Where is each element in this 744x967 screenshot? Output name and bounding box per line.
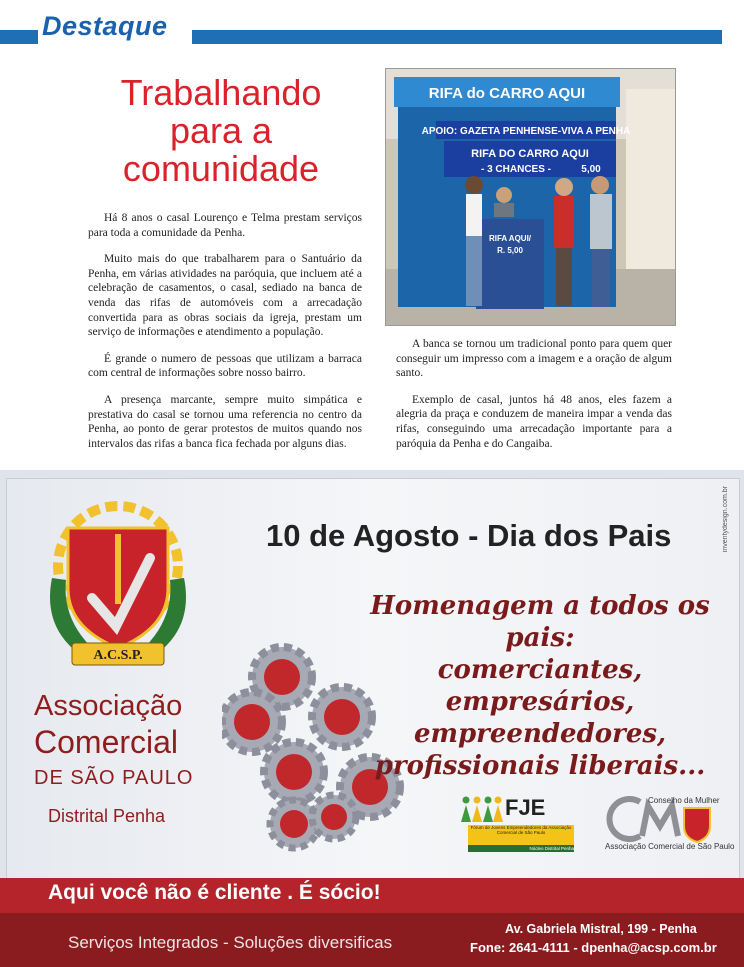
- phone-email-text: Fone: 2641-4111 - dpenha@acsp.com.br: [470, 940, 717, 955]
- paragraph: Exemplo de casal, juntos há 48 anos, eles fazem a alegria da praça e conduzem de maneira impar a venda das rifas, conseguindo uma arrecadação importante para a paróquia da Penha e do Cangaiba.: [396, 393, 672, 450]
- slogan-line: comerciantes, empresários,: [437, 655, 643, 717]
- cm-bottom-text: Associação Comercial de São Paulo: [605, 842, 735, 851]
- paragraph: A banca se tornou um tradicional ponto para quem quer conseguir um impresso com a imagem e a oração de algum santo.: [396, 338, 672, 380]
- services-text: Serviços Integrados - Soluções diversificas: [68, 933, 393, 952]
- article-right-column: [396, 337, 672, 463]
- photo-banner-price: 5,00: [581, 164, 601, 175]
- acsp-seal: [32, 488, 204, 673]
- ad-date-title: 10 de Agosto - Dia dos Pais: [266, 518, 672, 553]
- slogan-line: profissionais liberais...: [374, 751, 706, 781]
- fje-subtitle: Fórum de Jovens Empreendedores da Associação Comercial de São Paulo: [468, 825, 574, 847]
- fje-name: FJE: [505, 795, 546, 820]
- acsp-crest-icon: [32, 488, 204, 673]
- org-line-3: DE SÃO PAULO: [34, 767, 194, 789]
- photo-banner-1: APOIO: GAZETA PENHENSE-VIVA A PENHA: [421, 126, 631, 137]
- design-credit: inventydesign.com.br: [722, 486, 729, 553]
- paragraph: Muito mais do que trabalharem para o Santuário da Penha, em várias atividades na paróquia, que incluem até a celebração de casamentos, o casal, sediado na banca de venda das rifas de automóveis com a arrecadação convertida para as obras sociais da igreja, prestam um serviço de informações e atendimento a população.: [88, 253, 362, 339]
- photo-board-1: RIFA AQUI/: [488, 234, 532, 243]
- raffle-stand-photo: [386, 69, 675, 325]
- article-photo: [385, 68, 676, 326]
- fje-figures-icon: [460, 794, 504, 824]
- paragraph: A presença marcante, sempre muito simpática e prestativa do casal se tornou uma referencia no centro da Penha, ao ponto de gerar protestos de muitos quando nos intervalos das rifas a banca fica fechada por alguns dias.: [88, 393, 362, 450]
- photo-board-2: R. 5,00: [497, 246, 523, 255]
- ad-tagline: Aqui você não é cliente . É sócio!: [48, 881, 381, 904]
- cm-top-text: Conselho da Mulher: [648, 796, 720, 805]
- photo-banner-2: RIFA DO CARRO AQUI: [471, 148, 589, 160]
- fje-people-icon: [460, 794, 504, 824]
- fje-subtitle-2: Núcleo Distrital Penha: [468, 845, 574, 852]
- photo-sign-top: RIFA do CARRO AQUI: [428, 85, 586, 102]
- article-headline: Trabalhando para a comunidade: [120, 72, 322, 189]
- section-title: Destaque: [42, 11, 168, 41]
- org-line-2: Comercial: [34, 724, 179, 760]
- org-line-4: Distrital Penha: [48, 806, 166, 826]
- slogan-line: Homenagem a todos os pais:: [370, 591, 710, 653]
- article-left-column: [88, 211, 362, 463]
- paragraph: Há 8 anos o casal Lourenço e Telma prestam serviços para toda a comunidade da Penha.: [88, 212, 362, 239]
- paragraph: É grande o numero de pessoas que utilizam a barraca com central de informações sobre nosso bairro.: [88, 352, 362, 380]
- org-line-1: Associação: [34, 690, 183, 722]
- slogan-line: empreendedores,: [413, 719, 667, 749]
- address-text: Av. Gabriela Mistral, 199 - Penha: [505, 922, 697, 936]
- seal-text: A.C.S.P.: [93, 648, 143, 663]
- photo-banner-3: - 3 CHANCES -: [480, 164, 552, 175]
- ad-slogan: [340, 590, 740, 782]
